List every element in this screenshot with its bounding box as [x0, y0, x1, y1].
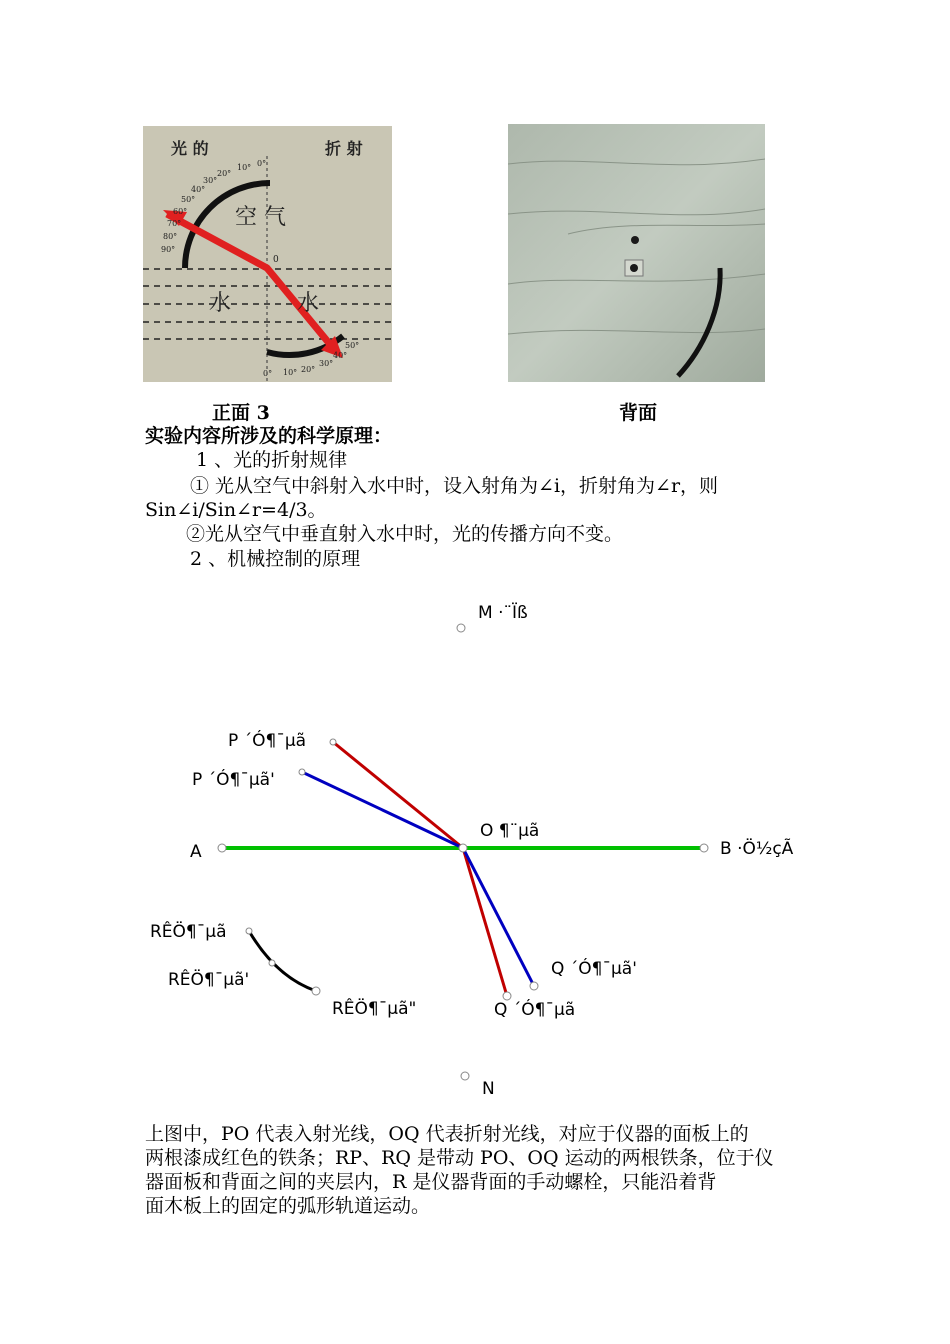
- principle-1b: ②光从空气中垂直射入水中时，光的传播方向不变。: [186, 523, 624, 545]
- svg-text:90°: 90°: [161, 245, 176, 254]
- point-p-prime: [299, 769, 305, 775]
- principle-1-title: 1 、光的折射规律: [196, 449, 348, 471]
- back-panel-drawing: [508, 124, 765, 382]
- point-r: [246, 928, 252, 934]
- svg-text:0°: 0°: [263, 369, 273, 378]
- svg-text:80°: 80°: [163, 232, 178, 241]
- svg-text:30°: 30°: [203, 176, 218, 185]
- label-water-left: 水: [209, 291, 232, 316]
- explanation-line-1: 上图中，PO 代表入射光线，OQ 代表折射光线，对应于仪器的面板上的: [145, 1123, 749, 1145]
- diagram-points: [218, 624, 708, 1080]
- svg-text:20°: 20°: [217, 169, 232, 178]
- explanation-line-3: 器面板和背面之间的夹层内，R 是仪器背面的手动螺栓，只能沿着背: [145, 1171, 717, 1193]
- label-a: A: [190, 842, 202, 862]
- svg-text:20°: 20°: [301, 365, 316, 374]
- label-o: O ¶¨µã: [480, 821, 540, 841]
- point-n: [461, 1072, 469, 1080]
- svg-text:60°: 60°: [173, 207, 188, 216]
- principle-1a-line1: ① 光从空气中斜射入水中时，设入射角为∠i，折射角为∠r，则: [190, 475, 719, 497]
- label-r-prime: RÊÖ¶¯µã': [168, 970, 250, 990]
- svg-text:30°: 30°: [319, 359, 334, 368]
- front-title-right: 折 射: [325, 139, 363, 158]
- point-a: [218, 844, 226, 852]
- svg-text:10°: 10°: [283, 368, 298, 377]
- front-panel-drawing: [143, 126, 392, 382]
- principles-heading: 实验内容所涉及的科学原理：: [145, 425, 393, 447]
- label-m: M ·¨Ïß: [478, 603, 528, 623]
- label-p-prime: P ´Ó¶¯µã': [192, 770, 275, 790]
- point-q: [503, 992, 511, 1000]
- label-q: Q ´Ó¶¯µã: [494, 1000, 576, 1020]
- point-r-double-prime: [312, 987, 320, 995]
- caption-back: 背面: [619, 402, 658, 424]
- point-o: [459, 844, 467, 852]
- mechanism-diagram: [0, 590, 950, 1110]
- front-panel-photo: [143, 126, 392, 382]
- label-r: RÊÖ¶¯µã: [150, 922, 227, 942]
- back-panel-photo: [508, 124, 765, 382]
- r-arc-track: [249, 931, 316, 991]
- label-zero: 0: [273, 255, 279, 265]
- front-title-left: 光 的: [171, 139, 209, 158]
- principle-1a-line2: Sin∠i/Sin∠r=4/3。: [145, 499, 327, 521]
- label-p: P ´Ó¶¯µã: [228, 731, 307, 751]
- wood-background: [508, 124, 765, 382]
- point-p: [330, 739, 336, 745]
- principle-2-title: 2 、机械控制的原理: [190, 548, 361, 570]
- point-b: [700, 844, 708, 852]
- point-r-prime: [269, 960, 275, 966]
- bolt-hole: [631, 236, 639, 244]
- svg-text:50°: 50°: [181, 195, 196, 204]
- svg-text:40°: 40°: [333, 351, 348, 360]
- caption-front: 正面 3: [212, 402, 270, 424]
- svg-text:10°: 10°: [237, 163, 252, 172]
- label-q-prime: Q ´Ó¶¯µã': [551, 959, 637, 979]
- explanation-line-4: 面木板上的固定的弧形轨道运动。: [145, 1195, 431, 1217]
- svg-text:0°: 0°: [257, 159, 267, 168]
- svg-text:40°: 40°: [191, 185, 206, 194]
- label-water-right: 水: [297, 291, 320, 316]
- svg-text:50°: 50°: [345, 341, 360, 350]
- svg-text:70°: 70°: [167, 219, 182, 228]
- point-q-prime: [530, 982, 538, 990]
- label-r-double-prime: RÊÖ¶¯µã": [332, 999, 417, 1019]
- label-b: B ·Ö½çÃ: [720, 839, 794, 859]
- point-m: [457, 624, 465, 632]
- bolt: [630, 264, 638, 272]
- label-n: N: [482, 1079, 495, 1099]
- explanation-line-2: 两根漆成红色的铁条；RP、RQ 是带动 PO、OQ 运动的两根铁条，位于仪: [145, 1147, 774, 1169]
- label-air: 空 气: [235, 205, 286, 230]
